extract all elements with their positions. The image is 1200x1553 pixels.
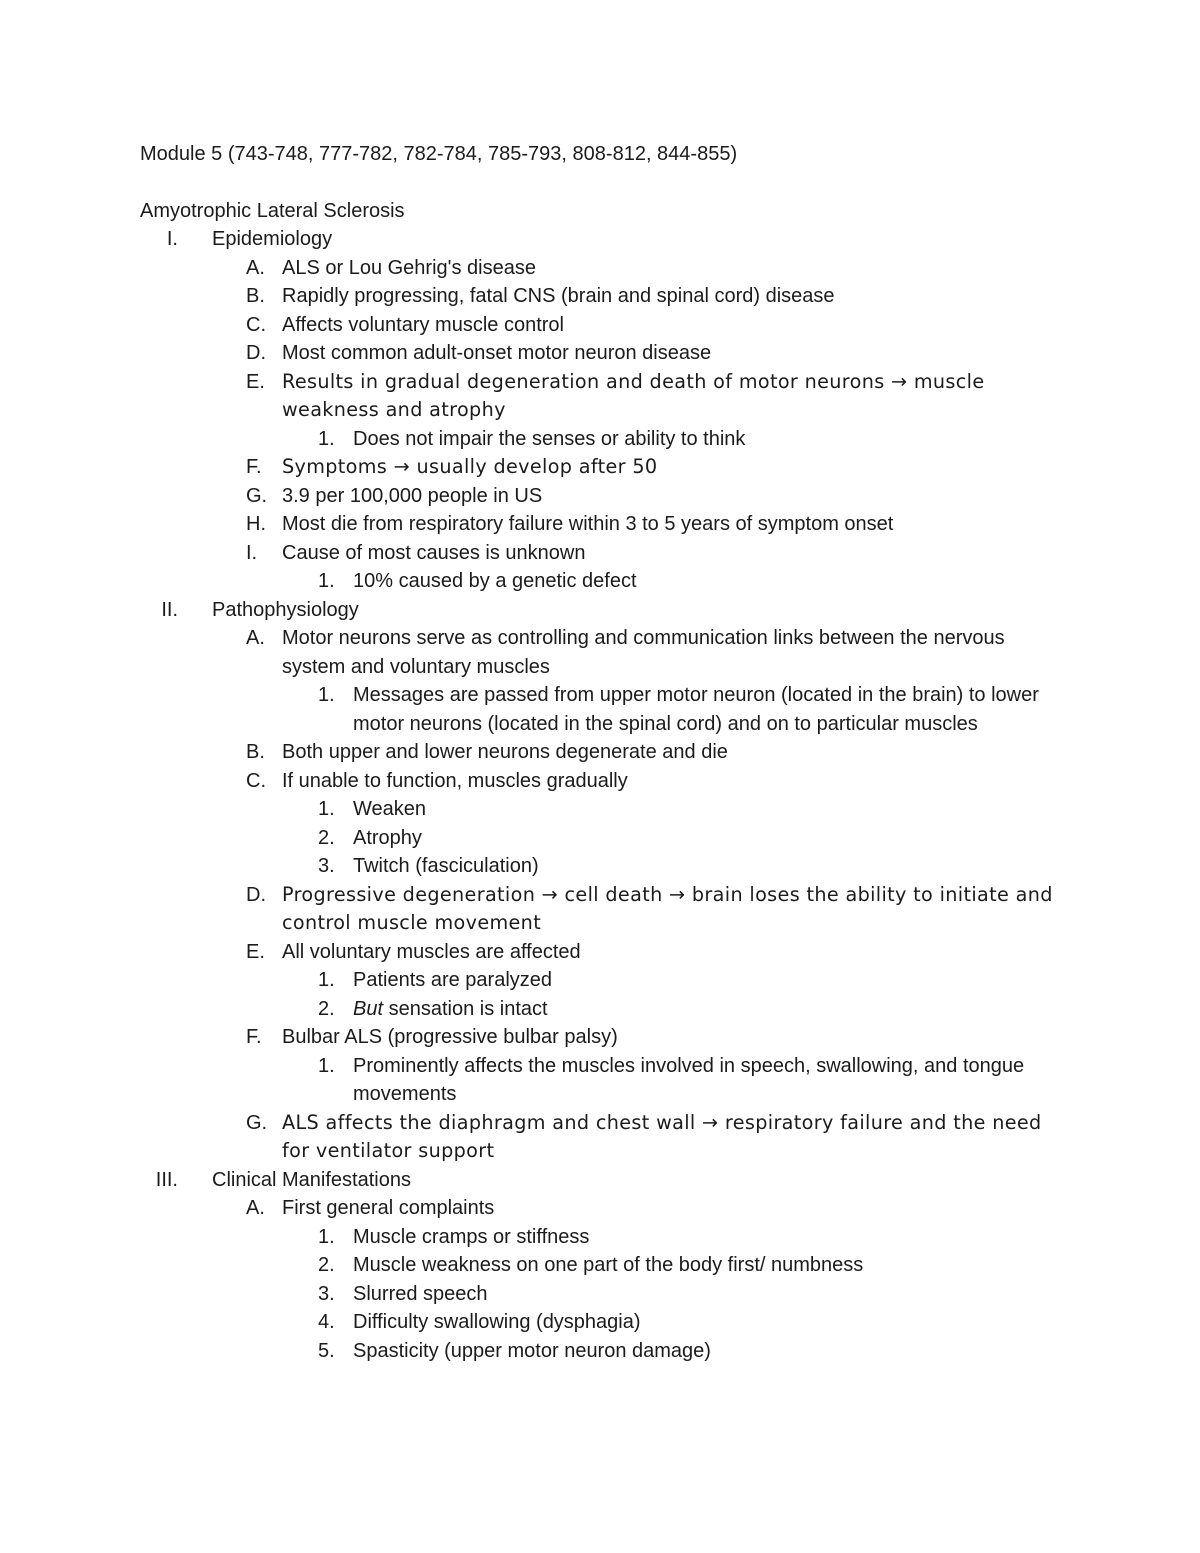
item-marker: D. [246, 883, 266, 906]
section-pathophysiology [140, 596, 1070, 625]
item-text: Motor neurons serve as controlling and communication links between the nervous system and voluntary muscles [282, 627, 1005, 678]
item-text: 3.9 per 100,000 people in US [282, 484, 543, 507]
subitem-text: 10% caused by a genetic defect [353, 570, 637, 592]
subitem-text [353, 995, 1070, 1024]
subitem-marker: 3. [318, 1282, 335, 1305]
item-marker: E. [246, 370, 265, 393]
item-text: ALS or Lou Gehrig's disease [282, 256, 536, 279]
list-item [140, 624, 1070, 681]
document-body [140, 140, 1070, 1365]
item-text: First general complaints [282, 1197, 495, 1219]
subitem-text: Messages are passed from upper motor neuron (located in the brain) to lower motor neurons (located in the spinal cord) and on to particular muscles [353, 684, 1039, 735]
list-subitem [140, 1223, 1070, 1252]
subitem-marker: 1. [318, 1054, 335, 1077]
section-marker: I. [166, 228, 178, 250]
subitem-text: Weaken [353, 798, 427, 820]
section-clinical-manifestations [140, 1166, 1070, 1195]
subitem-text: Does not impair the senses or ability to think [353, 427, 746, 450]
topic-heading: Amyotrophic Lateral Sclerosis [140, 199, 405, 222]
section-label: Epidemiology [212, 228, 333, 250]
list-item [140, 254, 1070, 283]
subitem-text: Muscle weakness on one part of the body first/ numbness [353, 1254, 864, 1276]
subitem-text: Atrophy [353, 826, 422, 849]
list-item [140, 282, 1070, 311]
item-marker: A. [246, 256, 265, 279]
list-subitem [140, 1308, 1070, 1337]
subitem-text-rest: sensation is intact [383, 997, 548, 1020]
item-marker: G. [246, 1111, 268, 1134]
item-marker: C. [246, 769, 266, 792]
item-marker: H. [246, 513, 266, 535]
subitem-marker: 1. [318, 570, 335, 592]
item-text: Cause of most causes is unknown [282, 541, 586, 564]
list-item [140, 1194, 1070, 1223]
subitem-marker: 1. [318, 798, 335, 820]
item-text: All voluntary muscles are affected [282, 940, 581, 963]
list-item [140, 453, 1070, 482]
subitem-marker: 1. [318, 969, 335, 991]
list-item [140, 1023, 1070, 1052]
section-label: Clinical Manifestations [212, 1168, 411, 1191]
subitem-text: Difficulty swallowing (dysphagia) [353, 1311, 641, 1333]
list-item [140, 339, 1070, 368]
item-text: Progressive degeneration → cell death → brain loses the ability to initiate and control muscle movement [282, 882, 1053, 934]
item-text: Most die from respiratory failure within 3 to 5 years of symptom onset [282, 513, 894, 535]
item-marker: E. [246, 940, 265, 963]
list-subitem [140, 1280, 1070, 1309]
list-subitem [140, 567, 1070, 596]
list-item [140, 1109, 1070, 1166]
section-marker: III. [155, 1168, 178, 1191]
item-marker: I. [246, 541, 258, 564]
item-marker: D. [246, 342, 266, 364]
list-subitem [140, 966, 1070, 995]
list-subitem [140, 995, 1070, 1024]
subitem-marker: 1. [318, 427, 335, 450]
list-item [140, 510, 1070, 539]
list-subitem [140, 795, 1070, 824]
section-label: Pathophysiology [212, 598, 359, 621]
list-subitem [140, 824, 1070, 853]
item-text: Symptoms → usually develop after 50 [282, 455, 658, 478]
subitem-marker: 3. [318, 855, 335, 877]
item-text: Rapidly progressing, fatal CNS (brain and spinal cord) disease [282, 285, 835, 307]
list-item [140, 311, 1070, 340]
item-text: If unable to function, muscles gradually [282, 769, 628, 792]
item-marker: B. [246, 741, 265, 763]
section-marker: II. [161, 598, 178, 621]
subitem-marker: 1. [318, 1225, 335, 1248]
module-heading: Module 5 (743-748, 777-782, 782-784, 785-793, 808-812, 844-855) [140, 143, 738, 165]
list-subitem [140, 1251, 1070, 1280]
list-item [140, 482, 1070, 511]
item-marker: F. [246, 1026, 262, 1048]
item-marker: F. [246, 456, 262, 478]
subitem-marker: 1. [318, 684, 335, 706]
item-text: Both upper and lower neurons degenerate and die [282, 741, 728, 763]
item-text: Affects voluntary muscle control [282, 313, 564, 336]
subitem-text: Patients are paralyzed [353, 969, 553, 991]
list-subitem [140, 1337, 1070, 1366]
list-item [140, 738, 1070, 767]
list-item [140, 767, 1070, 796]
subitem-marker: 2. [318, 826, 335, 849]
item-text: Results in gradual degeneration and death of motor neurons → muscle weakness and atrophy [282, 369, 985, 421]
subitem-marker: 2. [318, 1254, 335, 1276]
section-epidemiology [140, 225, 1070, 254]
list-item [140, 938, 1070, 967]
list-item [140, 539, 1070, 568]
item-text: Most common adult-onset motor neuron disease [282, 342, 712, 364]
subitem-text: Spasticity (upper motor neuron damage) [353, 1339, 711, 1362]
list-subitem [140, 852, 1070, 881]
item-text: ALS affects the diaphragm and chest wall → respiratory failure and the need for ventilator support [282, 1110, 1042, 1162]
subitem-marker: 2. [318, 997, 335, 1020]
item-marker: G. [246, 484, 268, 507]
list-subitem [140, 425, 1070, 454]
subitem-text: Prominently affects the muscles involved in speech, swallowing, and tongue movements [353, 1054, 1025, 1105]
list-item [140, 881, 1070, 938]
item-marker: A. [246, 1197, 265, 1219]
subitem-text: Twitch (fasciculation) [353, 855, 539, 877]
subitem-marker: 5. [318, 1339, 335, 1362]
item-marker: A. [246, 627, 265, 649]
emphasis-text: But [353, 997, 384, 1020]
list-subitem [140, 1052, 1070, 1109]
subitem-marker: 4. [318, 1311, 335, 1333]
subitem-text: Muscle cramps or stiffness [353, 1225, 590, 1248]
list-item [140, 368, 1070, 425]
subitem-text: Slurred speech [353, 1282, 488, 1305]
item-text: Bulbar ALS (progressive bulbar palsy) [282, 1026, 618, 1048]
item-marker: C. [246, 313, 266, 336]
list-subitem [140, 681, 1070, 738]
item-marker: B. [246, 285, 265, 307]
